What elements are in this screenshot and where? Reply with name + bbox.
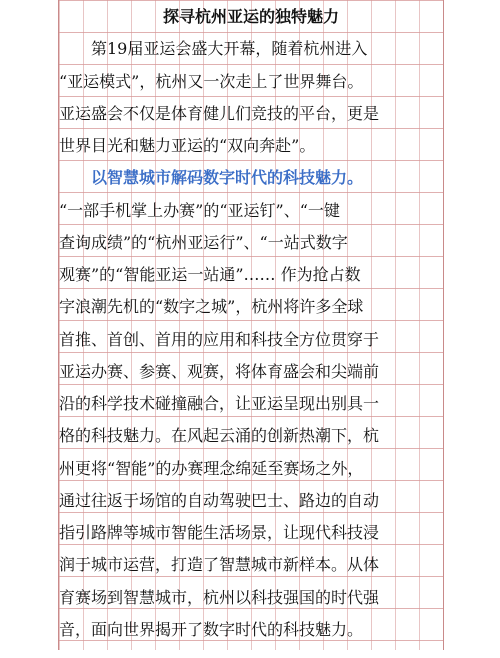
essay-title <box>59 4 443 29</box>
essay-line-text: 亚运办赛、参赛、观赛，将体育盛会和尖端前 <box>59 361 380 381</box>
essay-heading-line <box>59 165 443 190</box>
essay-line-text: 字浪潮先机的“数字之城”，杭州将许多全球 <box>59 297 364 317</box>
essay-line <box>59 101 443 126</box>
essay-line <box>59 391 443 416</box>
essay-line <box>59 520 443 545</box>
essay-line <box>59 488 443 513</box>
essay-line-text: 润于城市运营，打造了智慧城市新样本。从体 <box>59 555 380 575</box>
essay-line <box>59 36 443 61</box>
essay-line-text: 指引路牌等城市智能生活场景，让现代科技浸 <box>59 523 380 542</box>
essay-line-text: 通过往返于场馆的自动驾驶巴士、路边的自动 <box>59 490 380 510</box>
essay-line <box>59 230 443 255</box>
essay-line-text: 音，面向世界揭开了数字时代的科技魅力。 <box>59 619 364 639</box>
essay-line <box>59 423 443 448</box>
essay-line-text: “一部手机掌上办赛”的“亚运钉”、“一键 <box>59 200 340 220</box>
essay-line <box>59 552 443 577</box>
grid-paper <box>58 0 444 650</box>
essay-line-text: 州更将“智能”的办赛理念绵延至赛场之外， <box>59 458 364 478</box>
essay-line <box>59 198 443 223</box>
essay-line-text: “亚运模式”，杭州又一次走上了世界舞台。 <box>59 71 364 91</box>
essay-line-text: 第19届亚运会盛大开幕，随着杭州进入 <box>59 39 368 59</box>
essay-line <box>59 456 443 481</box>
essay-line <box>59 294 443 319</box>
essay-line-text: 查询成绩”的“杭州亚运行”、“一站式数字 <box>59 232 348 252</box>
essay-line-text: 亚运盛会不仅是体育健儿们竞技的平台，更是 <box>59 103 380 123</box>
essay-line-text: 世界目光和魅力亚运的“双向奔赴”。 <box>59 136 316 155</box>
essay-title-text: 探寻杭州亚运的独特魅力 <box>162 7 339 26</box>
essay-line-text: 观赛”的“智能亚运一站通”…… 作为抢占数 <box>59 265 361 284</box>
essay-line <box>59 262 443 287</box>
essay-line-text: 沿的科学技术碰撞融合，让亚运呈现出别具一 <box>59 394 380 413</box>
essay-line <box>59 133 443 158</box>
essay-line-text: 以智慧城市解码数字时代的科技魅力。 <box>59 168 364 188</box>
essay-line <box>59 585 443 610</box>
essay-line-text: 首推、首创、首用的应用和科技全方位贯穿于 <box>59 329 380 349</box>
essay-line <box>59 69 443 94</box>
essay-line-text: 格的科技魅力。在风起云涌的创新热潮下，杭 <box>59 426 380 446</box>
essay-line-text: 育赛场到智慧城市，杭州以科技强国的时代强 <box>59 587 380 607</box>
essay-line <box>59 327 443 352</box>
essay-line <box>59 359 443 384</box>
essay-line <box>59 617 443 642</box>
